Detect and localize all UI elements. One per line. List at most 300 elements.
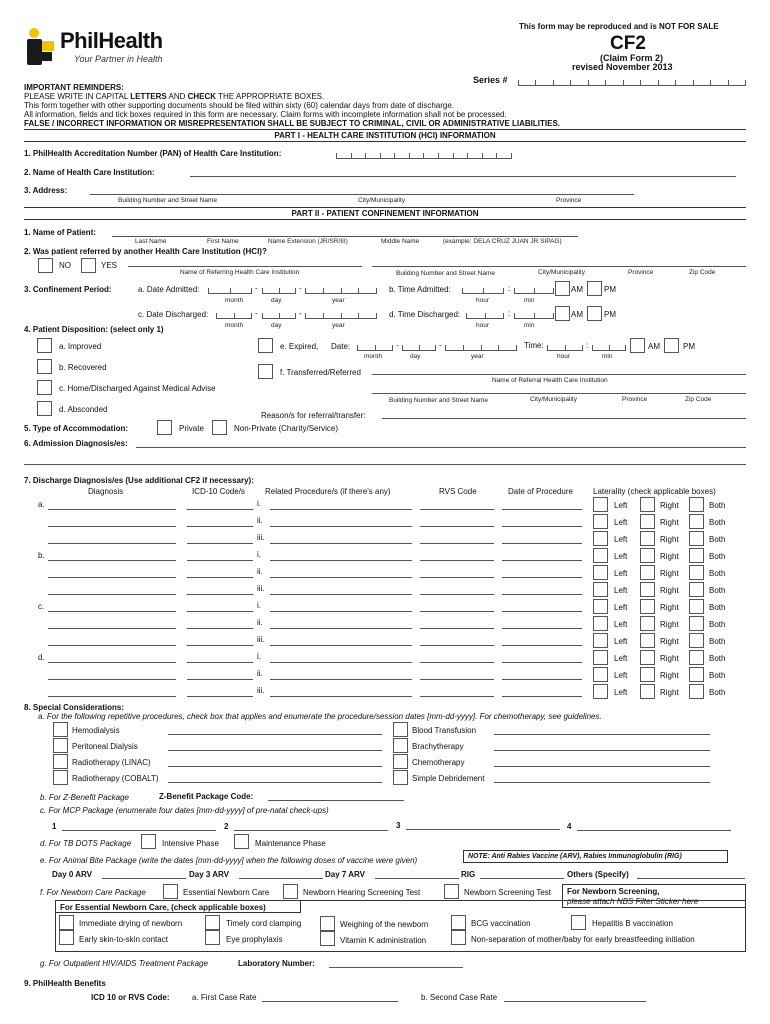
referral-reason-field[interactable] — [382, 418, 746, 419]
ref-name-caption: Name of Referring Health Care Institution — [180, 269, 300, 276]
hci-addr-building-caption: Building Number and Street Name — [118, 197, 217, 204]
radio-linac-checkbox[interactable] — [53, 754, 68, 769]
laterality-left-label: Left — [614, 501, 628, 510]
procedure-field[interactable] — [270, 526, 412, 527]
laterality-left-label: Left — [614, 637, 628, 646]
admitted-month-field[interactable] — [208, 284, 252, 294]
blood-transfusion-checkbox[interactable] — [393, 722, 408, 737]
accommodation-nonprivate-checkbox[interactable] — [212, 420, 227, 435]
laterality-right-label: Right — [660, 637, 679, 646]
icd-rvs-label: ICD 10 or RVS Code: — [91, 993, 170, 1002]
laterality-right-label: Right — [660, 535, 679, 544]
ref-city-caption: City/Municipality — [538, 269, 585, 276]
patient-name-label: 1. Name of Patient: — [24, 228, 97, 237]
laterality-right-label: Right — [660, 518, 679, 527]
reminders-line1: PLEASE WRITE IN CAPITAL LETTERS AND CHECK THE APPROPRIATE BOXES. — [24, 92, 325, 101]
diagnosis-letter: d. — [38, 653, 45, 662]
col-date: Date of Procedure — [508, 487, 573, 496]
chemotherapy-checkbox[interactable] — [393, 754, 408, 769]
cord-clamping-checkbox[interactable] — [205, 915, 220, 930]
hci-name-field[interactable] — [190, 176, 736, 177]
admitted-pm-checkbox[interactable] — [587, 281, 602, 296]
icd-code-field[interactable] — [187, 645, 253, 646]
referred-yes-label: YES — [101, 261, 118, 270]
laterality-left-checkbox[interactable] — [593, 616, 608, 631]
laterality-left-checkbox[interactable] — [593, 633, 608, 648]
procedure-numeral: ii. — [257, 618, 263, 627]
icd-code-field[interactable] — [187, 560, 253, 561]
icd-code-field[interactable] — [187, 577, 253, 578]
others-field[interactable] — [637, 878, 745, 879]
procedure-numeral: ii. — [257, 516, 263, 525]
peritoneal-checkbox[interactable] — [53, 738, 68, 753]
diagnosis-field[interactable] — [48, 611, 176, 612]
diagnosis-field[interactable] — [48, 679, 176, 680]
procedure-numeral: ii. — [257, 567, 263, 576]
lab-number-field[interactable] — [329, 967, 463, 968]
laterality-both-label: Both — [709, 603, 726, 612]
admitted-year-field[interactable] — [305, 284, 377, 294]
diagnosis-field[interactable] — [48, 560, 176, 561]
rvs-code-field[interactable] — [420, 628, 494, 629]
mcp-date-4-field[interactable] — [577, 830, 731, 831]
rvs-code-field[interactable] — [420, 611, 494, 612]
laterality-both-checkbox[interactable] — [689, 514, 704, 529]
laterality-right-label: Right — [660, 501, 679, 510]
animal-bite-label: e. For Animal Bite Package (write the dates [mm-dd-yyyy] when the following doses of vaccine were given) — [40, 856, 418, 865]
laterality-right-checkbox[interactable] — [640, 650, 655, 665]
laterality-left-checkbox[interactable] — [593, 497, 608, 512]
debridement-checkbox[interactable] — [393, 770, 408, 785]
nbs-sticker-box: For Newborn Screening, please attach NBS Filter Sticker here — [562, 884, 746, 908]
icd-code-field[interactable] — [187, 526, 253, 527]
laterality-right-checkbox[interactable] — [640, 514, 655, 529]
col-diagnosis: Diagnosis — [88, 487, 124, 496]
discharged-am-checkbox[interactable] — [555, 306, 570, 321]
series-label: Series # — [473, 75, 508, 85]
laterality-right-label: Right — [660, 586, 679, 595]
rvs-code-field[interactable] — [420, 679, 494, 680]
expired-month-field[interactable] — [357, 341, 393, 351]
laterality-right-label: Right — [660, 688, 679, 697]
procedure-numeral: ii. — [257, 669, 263, 678]
z-code-label: Z-Benefit Package Code: — [159, 792, 254, 801]
laterality-both-label: Both — [709, 518, 726, 527]
reminders-line2: This form together with other supporting documents should be filed within sixty (60) calendar days from date of discharge. — [24, 101, 454, 110]
procedure-field[interactable] — [270, 594, 412, 595]
procedure-date-field[interactable] — [502, 662, 582, 663]
referral-hci-name-field[interactable] — [372, 374, 746, 375]
brachy-dates-field[interactable] — [494, 750, 710, 751]
procedure-numeral: i. — [257, 601, 261, 610]
laterality-right-label: Right — [660, 671, 679, 680]
icd-code-field[interactable] — [187, 594, 253, 595]
laterality-left-label: Left — [614, 569, 628, 578]
expired-am-checkbox[interactable] — [630, 338, 645, 353]
accommodation-private-checkbox[interactable] — [157, 420, 172, 435]
hemodialysis-dates-field[interactable] — [168, 734, 382, 735]
laterality-right-checkbox[interactable] — [640, 565, 655, 580]
ref-building-caption: Building Number and Street Name — [396, 270, 495, 277]
accommodation-label: 5. Type of Accommodation: — [24, 424, 129, 433]
procedure-numeral: i. — [257, 652, 261, 661]
procedure-numeral: iii. — [257, 533, 265, 542]
disposition-absconded-checkbox[interactable] — [37, 401, 52, 416]
benefits-title: 9. PhilHealth Benefits — [24, 979, 106, 988]
rvs-code-field[interactable] — [420, 543, 494, 544]
procedure-numeral: i. — [257, 550, 261, 559]
laterality-left-label: Left — [614, 671, 628, 680]
expired-pm-checkbox[interactable] — [664, 338, 679, 353]
disposition-home-checkbox[interactable] — [37, 380, 52, 395]
icd-code-field[interactable] — [187, 628, 253, 629]
col-rvs: RVS Code — [439, 487, 477, 496]
icd-code-field[interactable] — [187, 662, 253, 663]
rvs-code-field[interactable] — [420, 577, 494, 578]
hemodialysis-checkbox[interactable] — [53, 722, 68, 737]
confinement-label: 3. Confinement Period: — [24, 285, 112, 294]
form-name: (Claim Form 2) — [600, 53, 664, 63]
rvs-code-field[interactable] — [420, 645, 494, 646]
laterality-both-label: Both — [709, 688, 726, 697]
discharged-year-field[interactable] — [305, 309, 377, 319]
laterality-left-checkbox[interactable] — [593, 650, 608, 665]
diagnosis-field[interactable] — [48, 628, 176, 629]
referral-hci-address-field[interactable] — [372, 393, 746, 394]
laterality-left-checkbox[interactable] — [593, 548, 608, 563]
rvs-code-field[interactable] — [420, 594, 494, 595]
laterality-both-checkbox[interactable] — [689, 582, 704, 597]
laterality-both-checkbox[interactable] — [689, 616, 704, 631]
ref-zip-caption: Zip Code — [689, 269, 716, 276]
rvs-code-field[interactable] — [420, 696, 494, 697]
diagnosis-field[interactable] — [48, 543, 176, 544]
referred-label: 2. Was patient referred by another Health Care Institution (HCI)? — [24, 247, 267, 256]
first-case-label: a. First Case Rate — [192, 993, 257, 1002]
hearing-screening-checkbox[interactable] — [283, 884, 298, 899]
referring-hci-name-field[interactable] — [128, 266, 362, 267]
philhealth-logo-icon — [24, 26, 58, 66]
expired-min-field[interactable] — [592, 341, 626, 351]
procedure-numeral: iii. — [257, 584, 265, 593]
disposition-improved-checkbox[interactable] — [37, 338, 52, 353]
date-admitted-label: a. Date Admitted: — [138, 285, 200, 294]
animal-bite-note: NOTE: Anti Rabies Vaccine (ARV), Rabies Immunoglobulin (RIG) — [463, 850, 728, 863]
laterality-right-checkbox[interactable] — [640, 684, 655, 699]
form-revised: revised November 2013 — [572, 62, 673, 72]
debridement-dates-field[interactable] — [494, 782, 710, 783]
radio-cobalt-checkbox[interactable] — [53, 770, 68, 785]
diagnosis-letter: a. — [38, 500, 45, 509]
logo-tagline: Your Partner in Health — [74, 54, 163, 64]
disposition-expired-checkbox[interactable] — [258, 338, 273, 353]
laterality-both-label: Both — [709, 637, 726, 646]
discharged-hour-field[interactable] — [466, 309, 504, 319]
admission-diagnosis-label: 6. Admission Diagnosis/es: — [24, 439, 128, 448]
laterality-left-checkbox[interactable] — [593, 565, 608, 580]
part2-title: PART II - PATIENT CONFINEMENT INFORMATION — [24, 207, 746, 220]
icd-code-field[interactable] — [187, 509, 253, 510]
form-code: CF2 — [610, 33, 646, 54]
laterality-both-checkbox[interactable] — [689, 531, 704, 546]
procedure-field[interactable] — [270, 509, 412, 510]
time-discharged-label: d. Time Discharged: — [389, 310, 461, 319]
diagnosis-letter: c. — [38, 602, 45, 611]
disposition-label: 4. Patient Disposition: (select only 1) — [24, 325, 164, 334]
laterality-right-label: Right — [660, 552, 679, 561]
laterality-right-checkbox[interactable] — [640, 497, 655, 512]
laterality-both-label: Both — [709, 586, 726, 595]
day3-arv-field[interactable] — [239, 878, 323, 879]
drying-checkbox[interactable] — [59, 915, 74, 930]
name-example-caption: (example: DELA CRUZ JUAN JR SIPAG) — [443, 238, 562, 245]
laterality-both-checkbox[interactable] — [689, 548, 704, 563]
skin-to-skin-checkbox[interactable] — [59, 930, 74, 945]
lab-number-label: Laboratory Number: — [238, 959, 315, 968]
reminders-line3: All information, fields and tick boxes required in this form are necessary. Claim forms with incomplete information shall not be processed. — [24, 110, 507, 119]
laterality-both-checkbox[interactable] — [689, 667, 704, 682]
maintenance-phase-checkbox[interactable] — [234, 834, 249, 849]
laterality-left-checkbox[interactable] — [593, 667, 608, 682]
procedure-date-field[interactable] — [502, 560, 582, 561]
laterality-left-label: Left — [614, 552, 628, 561]
procedure-date-field[interactable] — [502, 594, 582, 595]
discharged-pm-checkbox[interactable] — [587, 306, 602, 321]
laterality-right-label: Right — [660, 654, 679, 663]
laterality-both-checkbox[interactable] — [689, 684, 704, 699]
hci-address-field[interactable] — [90, 194, 634, 195]
day0-arv-field[interactable] — [102, 878, 186, 879]
referred-no-label: NO — [59, 261, 71, 270]
first-case-field[interactable] — [262, 1001, 398, 1002]
special-a-text: a. For the following repetitive procedures, check box that applies and enumerate the procedure/session dates [mm-dd-yyyy]. For chemotherapy, see guidelines. — [38, 712, 602, 721]
procedure-field[interactable] — [270, 611, 412, 612]
eye-prophylaxis-checkbox[interactable] — [205, 930, 220, 945]
laterality-right-checkbox[interactable] — [640, 531, 655, 546]
procedure-date-field[interactable] — [502, 696, 582, 697]
radio-linac-dates-field[interactable] — [168, 766, 382, 767]
laterality-both-label: Both — [709, 569, 726, 578]
laterality-right-checkbox[interactable] — [640, 616, 655, 631]
rvs-code-field[interactable] — [420, 526, 494, 527]
hci-address-label: 3. Address: — [24, 186, 68, 195]
procedure-field[interactable] — [270, 628, 412, 629]
procedure-numeral: i. — [257, 499, 261, 508]
ref-province-caption: Province — [628, 269, 654, 276]
chemo-dates-field[interactable] — [494, 766, 710, 767]
mcp-date-3-field[interactable] — [406, 829, 560, 830]
hci-name-label: 2. Name of Health Care Institution: — [24, 168, 155, 177]
mcp-label: c. For MCP Package (enumerate four dates [mm-dd-yyyy] of pre-natal check-ups) — [40, 806, 329, 815]
laterality-right-checkbox[interactable] — [640, 599, 655, 614]
diagnosis-field[interactable] — [48, 645, 176, 646]
name-middle-caption: Middle Name — [381, 238, 420, 245]
diagnosis-field[interactable] — [48, 526, 176, 527]
newborn-label: f. For Newborn Care Package — [40, 888, 146, 897]
diagnosis-field[interactable] — [48, 509, 176, 510]
laterality-left-checkbox[interactable] — [593, 531, 608, 546]
mcp-date-1-field[interactable] — [62, 830, 216, 831]
day7-arv-field[interactable] — [375, 878, 459, 879]
icd-code-field[interactable] — [187, 679, 253, 680]
procedure-field[interactable] — [270, 645, 412, 646]
weighing-checkbox[interactable] — [320, 916, 335, 931]
laterality-left-checkbox[interactable] — [593, 514, 608, 529]
rvs-code-field[interactable] — [420, 560, 494, 561]
vitamin-k-checkbox[interactable] — [320, 931, 335, 946]
icd-code-field[interactable] — [187, 543, 253, 544]
discharged-month-field[interactable] — [216, 309, 252, 319]
laterality-left-label: Left — [614, 603, 628, 612]
procedure-field[interactable] — [270, 662, 412, 663]
admitted-day-field[interactable] — [262, 284, 296, 294]
hci-pan-field[interactable] — [336, 149, 512, 159]
laterality-right-label: Right — [660, 603, 679, 612]
procedure-numeral: iii. — [257, 686, 265, 695]
laterality-both-checkbox[interactable] — [689, 599, 704, 614]
laterality-left-checkbox[interactable] — [593, 599, 608, 614]
hci-addr-province-caption: Province — [556, 197, 582, 204]
laterality-left-label: Left — [614, 688, 628, 697]
laterality-both-checkbox[interactable] — [689, 650, 704, 665]
discharged-day-field[interactable] — [262, 309, 296, 319]
procedure-date-field[interactable] — [502, 645, 582, 646]
disposition-transferred-checkbox[interactable] — [258, 364, 273, 379]
procedure-date-field[interactable] — [502, 543, 582, 544]
special-title: 8. Special Considerations: — [24, 703, 125, 712]
laterality-left-checkbox[interactable] — [593, 684, 608, 699]
procedure-date-field[interactable] — [502, 509, 582, 510]
laterality-left-checkbox[interactable] — [593, 582, 608, 597]
radio-cobalt-dates-field[interactable] — [168, 782, 382, 783]
procedure-field[interactable] — [270, 560, 412, 561]
disposition-recovered-checkbox[interactable] — [37, 359, 52, 374]
hci-pan-label: 1. PhilHealth Accreditation Number (PAN) of Health Care Institution: — [24, 149, 282, 158]
procedure-field[interactable] — [270, 543, 412, 544]
brachytherapy-checkbox[interactable] — [393, 738, 408, 753]
diagnosis-field[interactable] — [48, 577, 176, 578]
col-laterality: Laterality (check applicable boxes) — [593, 487, 716, 496]
reminders-title: IMPORTANT REMINDERS: — [24, 83, 124, 92]
laterality-right-checkbox[interactable] — [640, 548, 655, 563]
procedure-field[interactable] — [270, 679, 412, 680]
diagnosis-letter: b. — [38, 551, 45, 560]
admitted-hour-field[interactable] — [462, 284, 504, 294]
procedure-date-field[interactable] — [502, 628, 582, 629]
col-procedure: Related Procedure/s (if there's any) — [265, 487, 391, 496]
patient-name-field[interactable] — [112, 236, 578, 237]
diagnosis-field[interactable] — [48, 662, 176, 663]
discharged-min-field[interactable] — [514, 309, 554, 319]
col-icd: ICD-10 Code/s — [192, 487, 245, 496]
procedure-field[interactable] — [270, 696, 412, 697]
procedure-numeral: iii. — [257, 635, 265, 644]
z-code-field[interactable] — [268, 800, 404, 801]
laterality-left-label: Left — [614, 518, 628, 527]
name-first-caption: First Name — [207, 238, 239, 245]
laterality-right-checkbox[interactable] — [640, 667, 655, 682]
rvs-code-field[interactable] — [420, 509, 494, 510]
diagnosis-field[interactable] — [48, 696, 176, 697]
procedure-date-field[interactable] — [502, 611, 582, 612]
name-ext-caption: Name Extension (JR/SR/III) — [268, 238, 348, 245]
icd-code-field[interactable] — [187, 696, 253, 697]
laterality-right-checkbox[interactable] — [640, 633, 655, 648]
second-case-label: b. Second Case Rate — [421, 993, 498, 1002]
expired-day-field[interactable] — [402, 341, 436, 351]
expired-hour-field[interactable] — [547, 341, 583, 351]
laterality-right-label: Right — [660, 620, 679, 629]
admitted-am-checkbox[interactable] — [555, 281, 570, 296]
hci-addr-city-caption: City/Municipality — [358, 197, 405, 204]
tb-dots-label: d. For TB DOTS Package — [40, 839, 132, 848]
peritoneal-dates-field[interactable] — [168, 750, 382, 751]
logo-name: PhilHealth — [60, 28, 163, 53]
blood-dates-field[interactable] — [494, 734, 710, 735]
admission-diagnosis-field-2[interactable] — [24, 464, 746, 465]
laterality-both-label: Both — [709, 654, 726, 663]
rvs-code-field[interactable] — [420, 662, 494, 663]
essential-newborn-title: For Essential Newborn Care, (check applicable boxes) — [55, 900, 301, 913]
newborn-screening-checkbox[interactable] — [444, 884, 459, 899]
date-discharged-label: c. Date Discharged: — [138, 310, 209, 319]
diagnosis-field[interactable] — [48, 594, 176, 595]
discharge-diagnosis-label: 7. Discharge Diagnosis/es (Use additional CF2 if necessary): — [24, 476, 254, 485]
procedure-date-field[interactable] — [502, 577, 582, 578]
referring-hci-address-field[interactable] — [372, 266, 746, 267]
laterality-both-label: Both — [709, 501, 726, 510]
procedure-field[interactable] — [270, 577, 412, 578]
laterality-both-checkbox[interactable] — [689, 497, 704, 512]
laterality-left-label: Left — [614, 586, 628, 595]
icd-code-field[interactable] — [187, 611, 253, 612]
second-case-field[interactable] — [504, 1001, 646, 1002]
hepb-checkbox[interactable] — [571, 915, 586, 930]
referral-reason-label: Reason/s for referral/transfer: — [261, 411, 366, 420]
mcp-date-2-field[interactable] — [234, 830, 388, 831]
reminders-line4: FALSE / INCORRECT INFORMATION OR MISREPRESENTATION SHALL BE SUBJECT TO CRIMINAL, CIVIL OR ADMINISTRATIVE LIABILITIES. — [24, 119, 561, 128]
rig-field[interactable] — [480, 878, 564, 879]
laterality-both-label: Both — [709, 620, 726, 629]
laterality-left-label: Left — [614, 620, 628, 629]
referred-no-checkbox[interactable] — [38, 258, 53, 273]
laterality-both-label: Both — [709, 535, 726, 544]
laterality-left-label: Left — [614, 535, 628, 544]
intensive-phase-checkbox[interactable] — [141, 834, 156, 849]
laterality-right-label: Right — [660, 569, 679, 578]
laterality-both-checkbox[interactable] — [689, 633, 704, 648]
name-last-caption: Last Name — [135, 238, 167, 245]
laterality-both-checkbox[interactable] — [689, 565, 704, 580]
time-admitted-label: b. Time Admitted: — [389, 285, 451, 294]
laterality-left-label: Left — [614, 654, 628, 663]
essential-newborn-checkbox[interactable] — [163, 884, 178, 899]
expired-year-field[interactable] — [445, 341, 517, 351]
laterality-right-checkbox[interactable] — [640, 582, 655, 597]
part1-title: PART I - HEALTH CARE INSTITUTION (HCI) INFORMATION — [24, 129, 746, 142]
admitted-min-field[interactable] — [514, 284, 554, 294]
procedure-date-field[interactable] — [502, 526, 582, 527]
referred-yes-checkbox[interactable] — [81, 258, 96, 273]
reproduce-note: This form may be reproduced and is NOT FOR SALE — [519, 22, 719, 31]
non-separation-checkbox[interactable] — [451, 930, 466, 945]
z-benefit-label: b. For Z-Benefit Package — [40, 793, 129, 802]
series-number-field[interactable] — [518, 76, 746, 86]
admission-diagnosis-field-1[interactable] — [136, 447, 746, 448]
laterality-both-label: Both — [709, 671, 726, 680]
bcg-checkbox[interactable] — [451, 915, 466, 930]
procedure-date-field[interactable] — [502, 679, 582, 680]
